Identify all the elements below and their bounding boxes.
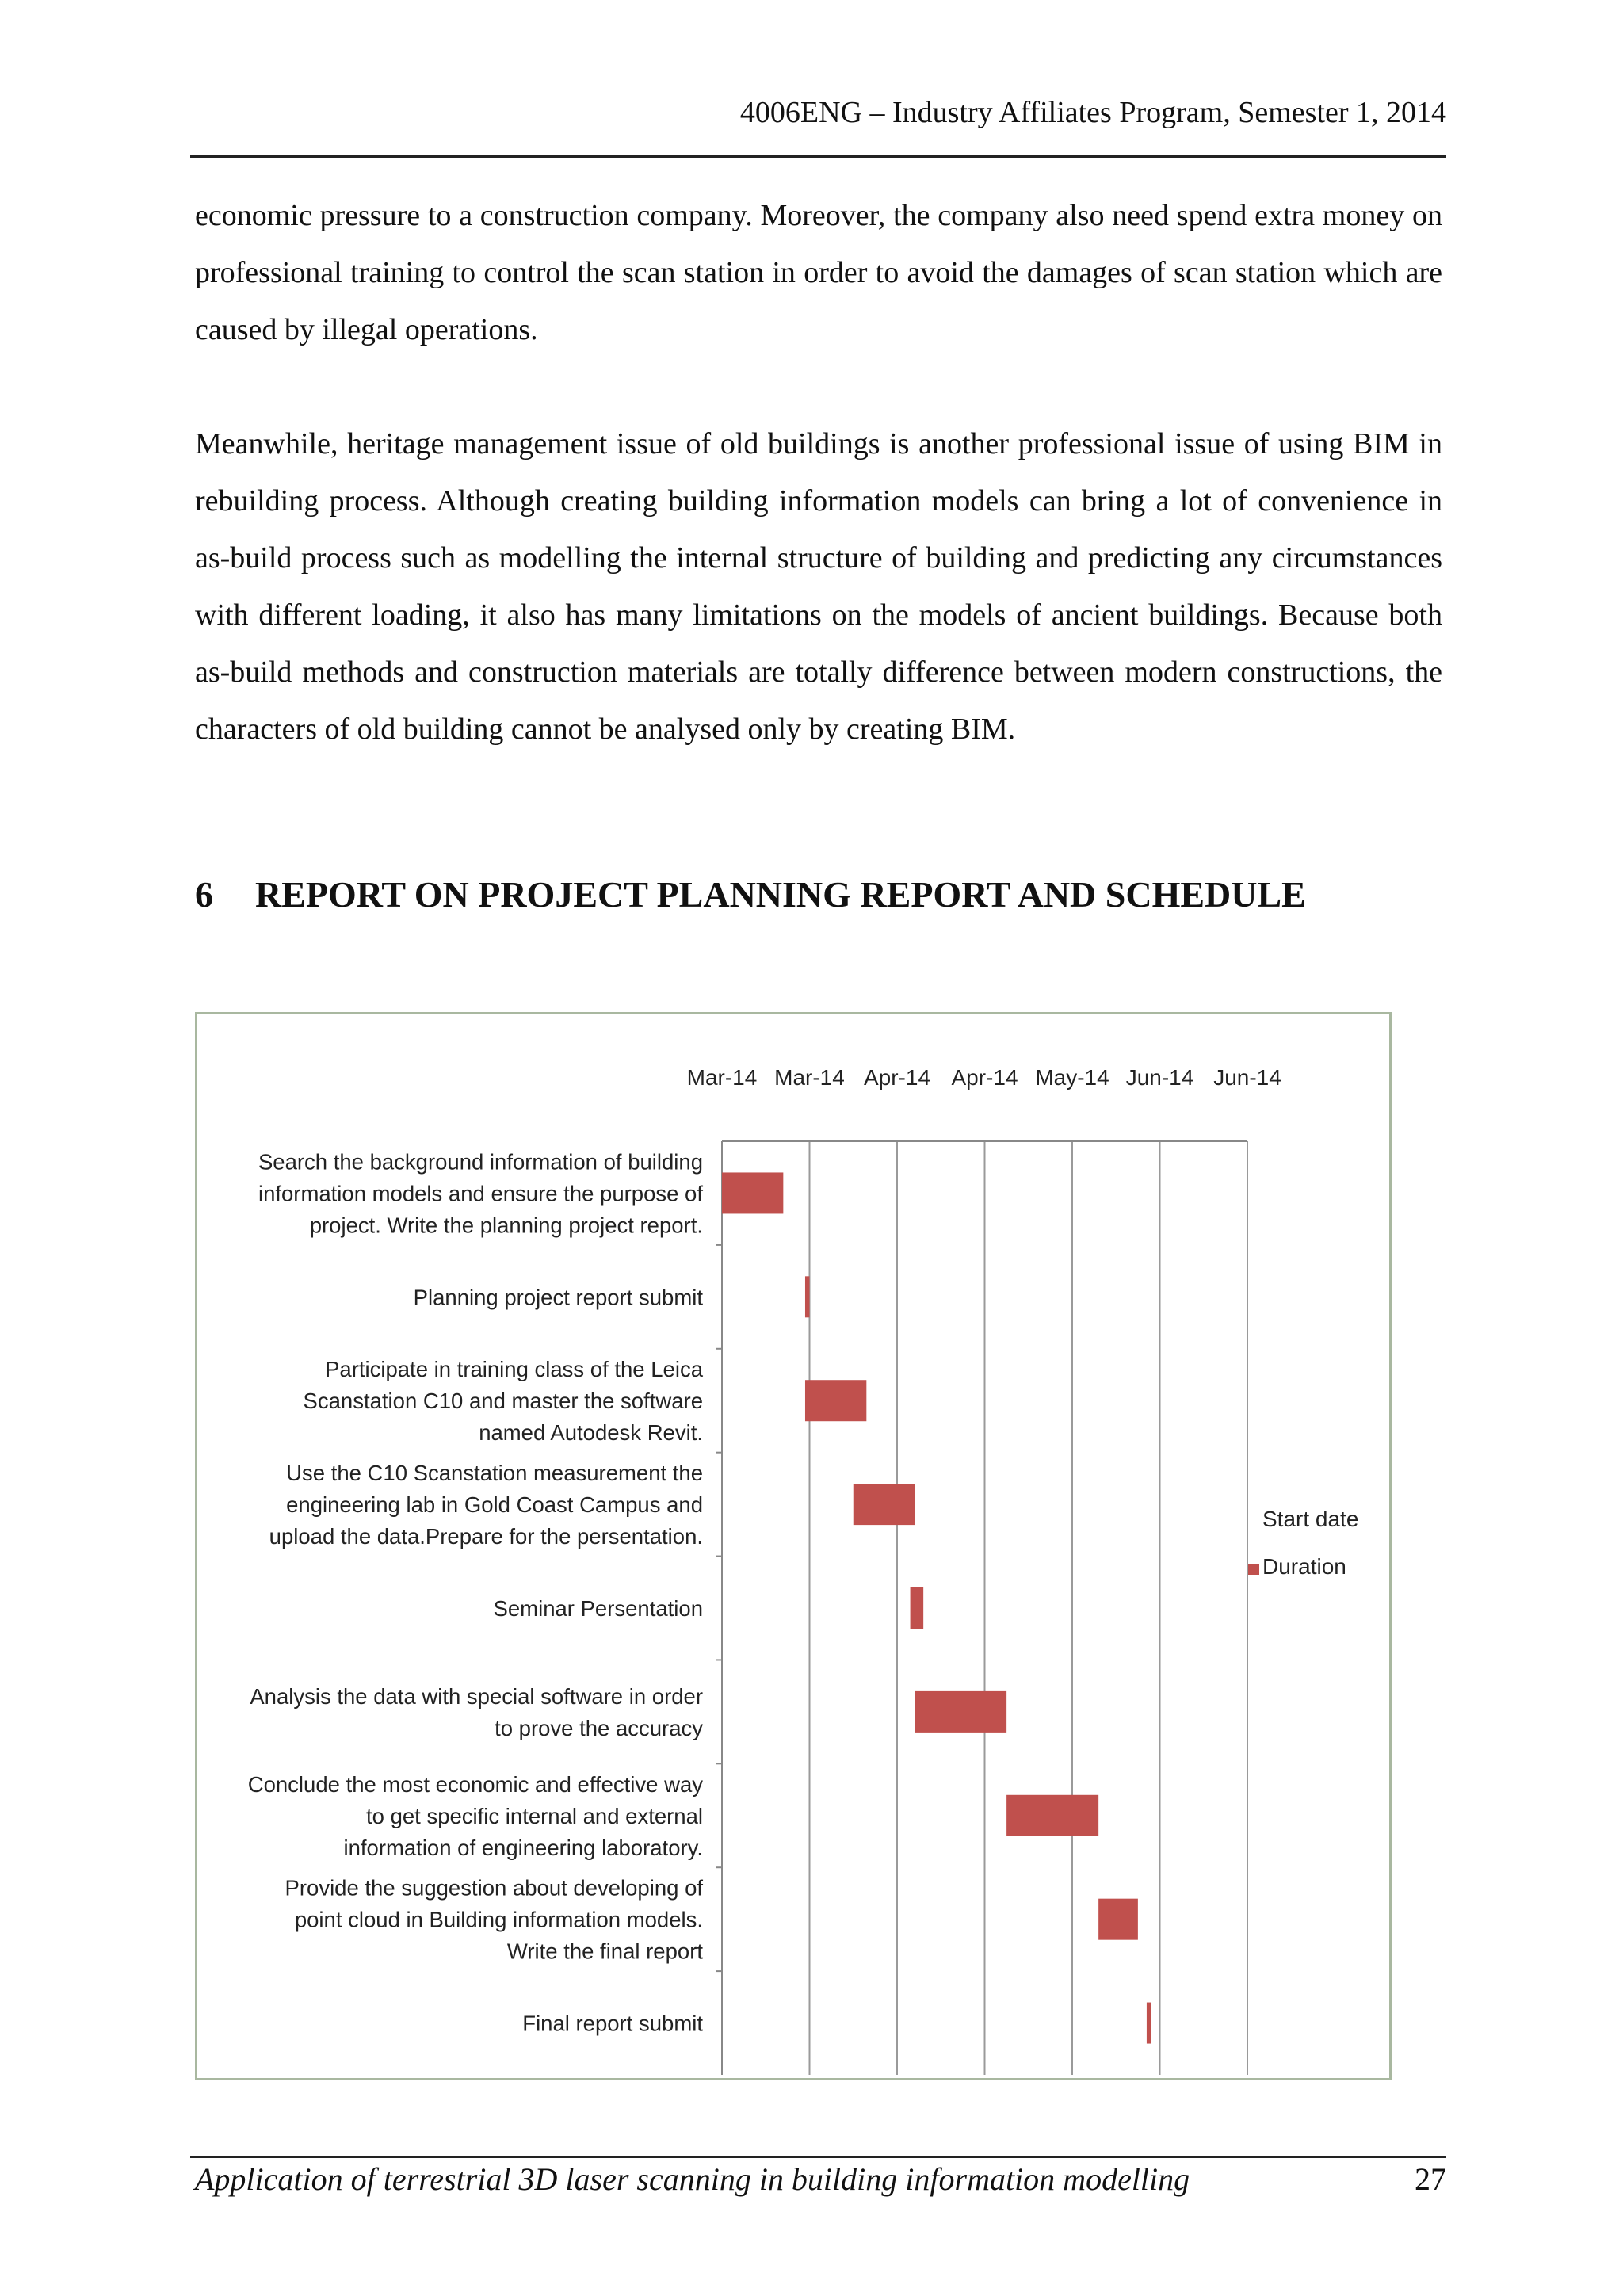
- running-header: 4006ENG – Industry Affiliates Program, Semester 1, 2014: [739, 96, 1446, 129]
- task-label: Use the C10 Scanstation measurement the: [286, 1461, 703, 1486]
- x-tick-label: Jun-14: [1125, 1065, 1194, 1090]
- body-paragraph-2: Meanwhile, heritage management issue of old buildings is another professional issue of using BIM in rebuilding process. Although creating building information models can bring a lot of convenience in as-build process such as modelling the internal structure of building and predicting any circumstances with different loading, it also has many limitations on the models of ancient buildings. Because both as-build methods and construction materials are totally difference between modern constructions, the characters of old building cannot be analysed only by creating BIM.: [195, 427, 1442, 746]
- task-label: Provide the suggestion about developing of: [285, 1875, 703, 1901]
- page-number: 27: [1415, 2161, 1446, 2197]
- task-label: to get specific internal and external: [366, 1803, 703, 1828]
- duration-bar: [911, 1587, 924, 1629]
- duration-bar: [1147, 2003, 1151, 2044]
- duration-bar: [1098, 1899, 1138, 1940]
- gantt-chart-frame: [195, 1012, 1392, 2080]
- section-title: REPORT ON PROJECT PLANNING REPORT AND SCHEDULE: [255, 874, 1306, 915]
- task-label: named Autodesk Revit.: [479, 1420, 703, 1446]
- duration-bar: [1006, 1795, 1098, 1836]
- task-label: Scanstation C10 and master the software: [303, 1389, 703, 1414]
- legend-swatch-duration: [1248, 1564, 1259, 1575]
- task-label: Analysis the data with special software in order: [250, 1683, 703, 1709]
- task-label: information models and ensure the purpose of: [258, 1181, 703, 1206]
- x-tick-label: Jun-14: [1213, 1065, 1281, 1090]
- section-number: 6: [195, 874, 213, 915]
- duration-bar: [805, 1380, 866, 1421]
- task-label: project. Write the planning project report.: [309, 1213, 703, 1238]
- task-label: engineering lab in Gold Coast Campus and: [286, 1492, 703, 1518]
- footer-rule: [190, 2156, 1446, 2158]
- duration-bar: [722, 1172, 783, 1213]
- body-paragraph-1: economic pressure to a construction company. Moreover, the company also need spend extra money on professional training to control the scan station in order to avoid the damages of scan station which are caused by illegal operations.: [195, 199, 1442, 346]
- header-rule: [190, 155, 1446, 158]
- task-label: upload the data.Prepare for the persentation.: [269, 1524, 703, 1549]
- task-label: Participate in training class of the Leica: [325, 1357, 703, 1382]
- task-label: Conclude the most economic and effective way: [247, 1771, 703, 1797]
- task-label: point cloud in Building information models.: [294, 1907, 703, 1932]
- task-label: to prove the accuracy: [495, 1715, 703, 1740]
- x-tick-label: Apr-14: [951, 1065, 1018, 1090]
- duration-bar: [805, 1276, 810, 1317]
- legend-label-start-date: Start date: [1262, 1507, 1359, 1531]
- footer-document-title: Application of terrestrial 3D laser scanning in building information modelling: [195, 2161, 1190, 2197]
- duration-bar: [854, 1484, 915, 1525]
- task-label: Final report submit: [522, 2011, 703, 2036]
- section-heading: [195, 873, 1306, 915]
- task-label: Planning project report submit: [413, 1285, 703, 1310]
- x-tick-label: Mar-14: [686, 1065, 758, 1090]
- gantt-chart: [197, 1014, 1389, 2078]
- x-tick-label: Apr-14: [863, 1065, 931, 1090]
- task-label: Search the background information of building: [258, 1149, 703, 1175]
- duration-bar: [915, 1691, 1006, 1733]
- task-label: information of engineering laboratory.: [343, 1835, 703, 1860]
- x-tick-label: May-14: [1035, 1065, 1109, 1090]
- x-tick-label: Mar-14: [774, 1065, 845, 1090]
- legend-label-duration: Duration: [1262, 1554, 1346, 1579]
- task-label: Seminar Persentation: [493, 1596, 703, 1621]
- task-label: Write the final report: [506, 1939, 703, 1964]
